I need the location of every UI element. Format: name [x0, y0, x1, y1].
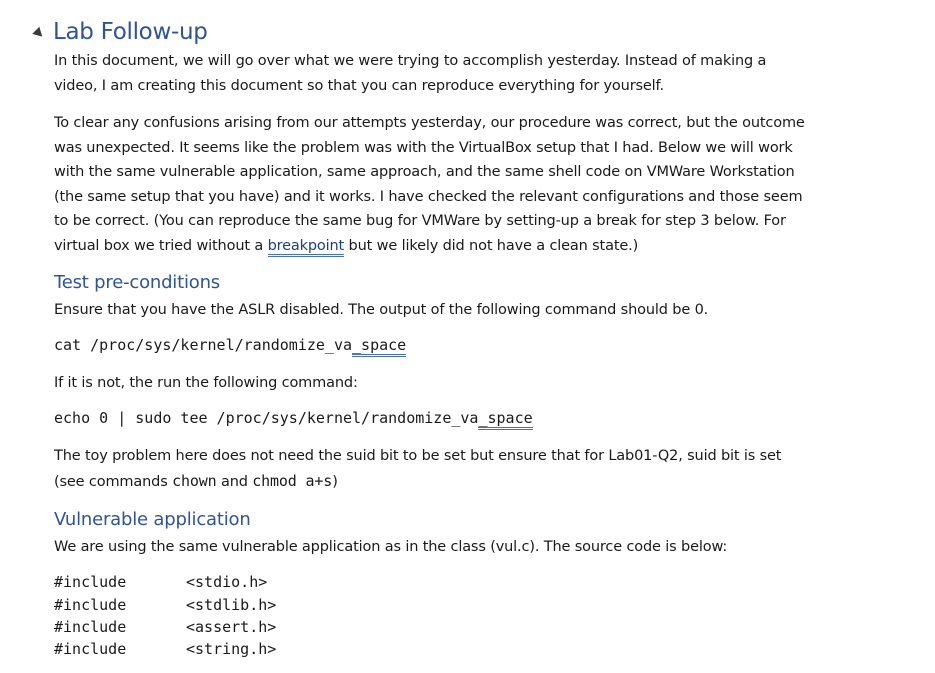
suid-line: The toy problem here does not need the suid bit to be set but ensure that for Lab01-Q2, suid bit is set — [54, 448, 782, 464]
include-header: <assert.h> — [186, 618, 277, 636]
code-text: echo 0 | sudo tee /proc/sys/kernel/randomize_va — [54, 409, 479, 427]
context-line: to be correct. (You can reproduce the same bug for VMWare by setting-up a break for step 3 below. For — [54, 213, 786, 229]
include-header: <stdlib.h> — [186, 596, 277, 614]
document-heading: Lab Follow-up — [53, 19, 208, 45]
context-paragraph — [54, 111, 854, 258]
suid-line-2 — [54, 469, 854, 495]
context-line-last — [54, 234, 854, 259]
include-header: <stdio.h> — [186, 573, 268, 591]
spellcheck-word[interactable]: _space — [352, 336, 406, 357]
include-keyword: #include — [54, 640, 127, 658]
intro-line: In this document, we will go over what we were trying to accomplish yesterday. Instead of making a — [54, 53, 767, 69]
spellcheck-word[interactable]: _space — [478, 409, 532, 430]
include-keyword: #include — [54, 596, 127, 614]
section-heading-vulnerable: Vulnerable application — [54, 509, 251, 530]
context-line: To clear any confusions arising from our attempts yesterday, our procedure was correct, but the outcome — [54, 115, 805, 131]
aslr-disable-command — [54, 409, 533, 427]
section-heading-preconditions: Test pre-conditions — [54, 272, 220, 293]
include-keyword: #include — [54, 573, 127, 591]
code-text: cat /proc/sys/kernel/randomize_va — [54, 336, 353, 354]
context-line: with the same vulnerable application, same approach, and the same shell code on VMWare Workstation — [54, 164, 795, 180]
chmod-command: chmod a+s — [252, 471, 333, 490]
intro-paragraph — [54, 49, 854, 98]
include-keyword: #include — [54, 618, 127, 636]
collapse-triangle-icon[interactable] — [32, 26, 45, 39]
preconditions-text: Ensure that you have the ASLR disabled. The output of the following command should be 0. — [54, 302, 709, 318]
breakpoint-word[interactable]: breakpoint — [268, 238, 345, 257]
intro-line: video, I am creating this document so that you can reproduce everything for yourself. — [54, 77, 664, 94]
suid-text: (see commands — [54, 473, 173, 490]
suid-text: ) — [332, 473, 338, 490]
suid-text: and — [216, 473, 253, 490]
heading-row — [34, 17, 208, 47]
suid-paragraph — [54, 444, 854, 494]
context-line: (the same setup that you have) and it works. I have checked the relevant configurations and those seem — [54, 188, 803, 205]
context-line: was unexpected. It seems like the problem was with the VirtualBox setup that I had. Below we will work — [54, 139, 793, 156]
include-header: <string.h> — [186, 640, 277, 658]
chown-command: chown — [172, 471, 217, 490]
aslr-check-command — [54, 336, 406, 354]
if-not-text: If it is not, the run the following command: — [54, 375, 358, 391]
vulnerable-text: We are using the same vulnerable application as in the class (vul.c). The source code is below: — [54, 539, 728, 555]
context-text: virtual box we tried without a — [54, 237, 268, 254]
context-text: but we likely did not have a clean state.) — [344, 237, 639, 254]
